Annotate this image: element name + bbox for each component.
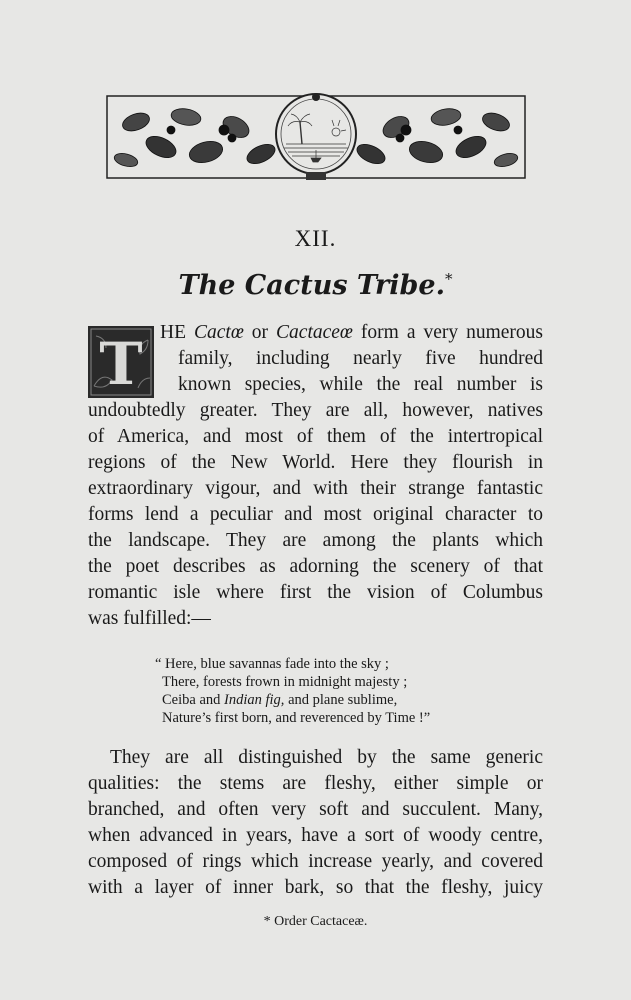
- paragraph2-line-1: They are all distinguished by the same generic: [110, 747, 543, 768]
- paragraph1-line-11: romantic isle where first the vision of Columbus: [88, 582, 543, 603]
- paragraph1-line-10: the poet describes as adorning the scenery of that: [88, 556, 543, 577]
- dropcap-letter: T: [99, 330, 143, 398]
- footnote: [0, 914, 631, 930]
- paragraph2-line-4: when advanced in years, have a sort of woody centre,: [88, 825, 543, 846]
- footnote-marker-bottom: *: [263, 914, 271, 929]
- paragraph1-line-6: regions of the New World. Here they flourish in: [88, 452, 543, 473]
- chapter-number: XII.: [294, 226, 337, 251]
- paragraph2-line-5: composed of rings which increase yearly, and covered: [88, 851, 543, 872]
- paragraph2-line-6: with a layer of inner bark, so that the fleshy, juicy: [88, 877, 543, 898]
- paragraph1-line-8: forms lend a peculiar and most original character to: [88, 504, 543, 525]
- paragraph1-line-2: family, including nearly five hundred: [178, 348, 543, 369]
- paragraph2-line-2: qualities: the stems are fleshy, either simple or: [88, 773, 543, 794]
- paragraph1-line-1: HE Cactœ or Cactaceœ form a very numerous: [160, 322, 543, 343]
- poem-line-3: Ceiba and Indian fig, and plane sublime,: [162, 692, 398, 708]
- poem-line-4: Nature’s first born, and reverenced by Time !”: [162, 710, 431, 726]
- paragraph1-line-3: known species, while the real number is: [178, 374, 543, 395]
- poem-line-1: “ Here, blue savannas fade into the sky ;: [155, 656, 389, 672]
- headpiece-ornament: [106, 92, 526, 182]
- poem-line-2: There, forests frown in midnight majesty ;: [162, 674, 408, 690]
- chapter-title-text: The Cactus Tribe.: [178, 270, 445, 301]
- paragraph2-line-3: branched, and often very soft and succulent. Many,: [88, 799, 543, 820]
- paragraph1-line-5: of America, and most of them of the intertropical: [88, 426, 543, 447]
- dropcap-ornament: [88, 326, 154, 398]
- footnote-text: Order Cactaceæ.: [274, 914, 368, 929]
- paragraph1-line-7: extraordinary vigour, and with their strange fantastic: [88, 478, 543, 499]
- paragraph1-line-12: was fulfilled:—: [88, 608, 211, 629]
- paragraph1-line-9: the landscape. They are among the plants which: [88, 530, 543, 551]
- chapter-title: [0, 270, 631, 301]
- footnote-marker: *: [445, 270, 453, 288]
- paragraph1-line-4: undoubtedly greater. They are all, however, natives: [88, 400, 543, 421]
